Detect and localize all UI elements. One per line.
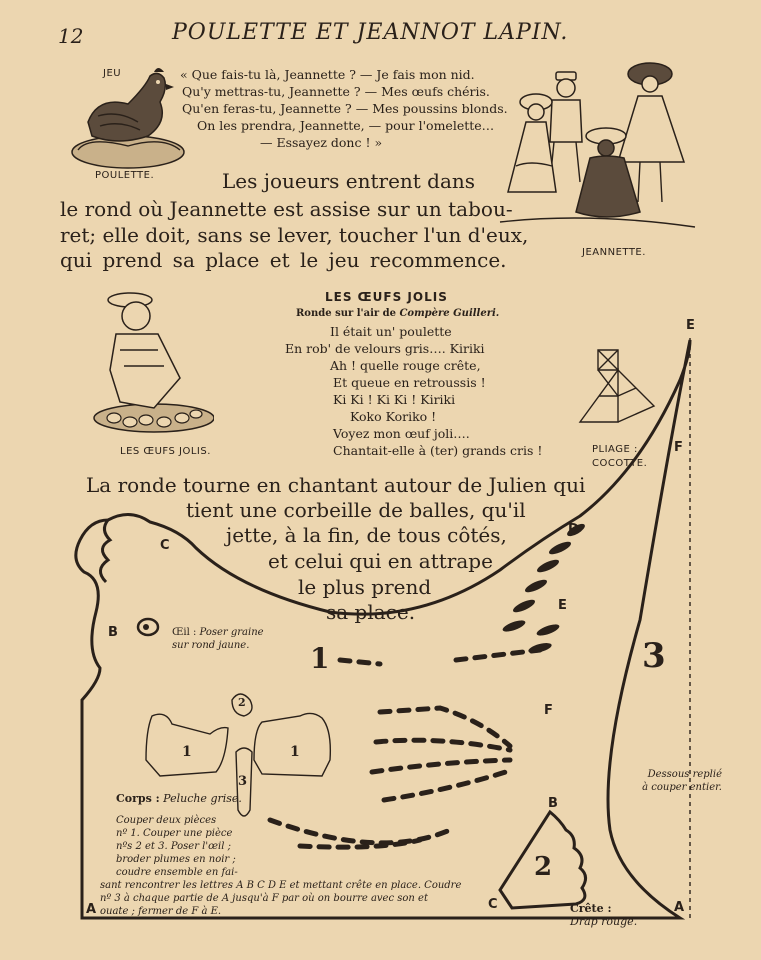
instruction-line: coudre ensemble en fai- bbox=[116, 867, 238, 878]
verse-line: Et queue en retroussis ! bbox=[333, 375, 486, 390]
game2-prose-line: La ronde tourne en chantant autour de Julien qui bbox=[86, 473, 586, 497]
piece-number-2: 2 bbox=[534, 852, 553, 882]
hen-caption-top: JEU bbox=[103, 68, 122, 79]
body-note bbox=[116, 792, 242, 805]
fold-caption-line: PLIAGE : bbox=[592, 444, 638, 455]
pattern-letter-d: D bbox=[568, 522, 579, 537]
subtitle-tune: Compère Guilleri. bbox=[399, 308, 500, 319]
underside-note-line: Dessous replié bbox=[647, 769, 722, 780]
underside-note bbox=[626, 768, 722, 794]
verse-line: On les prendra, Jeannette, — pour l'omelette… bbox=[197, 118, 495, 133]
game1-prose-line: qui prend sa place et le jeu recommence. bbox=[60, 248, 507, 272]
instruction-line: nº 1. Couper une pièce bbox=[116, 828, 233, 839]
pattern-letter-e: E bbox=[558, 598, 567, 613]
game2-prose-line: et celui qui en attrape bbox=[268, 549, 493, 573]
crest-note-label: Crête : bbox=[570, 902, 612, 915]
small-piece-number-2: 2 bbox=[238, 696, 246, 709]
small-piece-number-1: 1 bbox=[182, 744, 192, 760]
eye-note-line: sur rond jaune. bbox=[172, 640, 250, 651]
piece-number-1: 1 bbox=[310, 642, 330, 675]
game2-prose-line: tient une corbeille de balles, qu'il bbox=[186, 498, 526, 522]
game2-title: LES ŒUFS JOLIS bbox=[325, 290, 448, 304]
verse-line: Qu'en feras-tu, Jeannette ? — Mes poussins blonds. bbox=[182, 101, 508, 116]
page-number: 12 bbox=[58, 24, 84, 48]
pattern-letter-c-crest: C bbox=[488, 897, 498, 912]
verse-line: « Que fais-tu là, Jeannette ? — Je fais mon nid. bbox=[180, 67, 475, 82]
small-piece-number-1b: 1 bbox=[290, 744, 300, 760]
pattern-letter-f: F bbox=[544, 703, 553, 718]
game2-prose-line: jette, à la fin, de tous côtés, bbox=[226, 523, 507, 547]
crest-note bbox=[570, 902, 637, 928]
verse-line: Ah ! quelle rouge crête, bbox=[330, 358, 481, 373]
instruction-line: sant rencontrer les lettres A B C D E et mettant crête en place. Coudre bbox=[100, 880, 462, 891]
game2-prose-line: sa place. bbox=[326, 600, 416, 624]
body-note-label: Corps : bbox=[116, 792, 160, 805]
sewing-instructions bbox=[116, 814, 238, 879]
instruction-line: nº 3 à chaque partie de A jusqu'à F par où on bourre avec son et bbox=[100, 893, 428, 904]
verse-line: Voyez mon œuf joli…. bbox=[333, 426, 470, 441]
pattern-letter-a-right: A bbox=[674, 900, 685, 915]
game1-prose-line: Les joueurs entrent dans bbox=[222, 169, 476, 193]
eye-note bbox=[172, 626, 264, 652]
running-title: POULETTE ET JEANNOT LAPIN. bbox=[172, 20, 569, 45]
instruction-line: Couper deux pièces bbox=[116, 815, 217, 826]
instruction-line: ouate ; fermer de F à E. bbox=[100, 906, 222, 917]
body-note-text: Peluche grise. bbox=[163, 792, 242, 805]
eggs-caption: LES ŒUFS JOLIS. bbox=[120, 446, 211, 457]
game1-prose-line: ret; elle doit, sans se lever, toucher l'un d'eux, bbox=[60, 223, 529, 247]
verse-line: En rob' de velours gris…. Kiriki bbox=[285, 341, 485, 356]
jeannette-caption: JEANNETTE. bbox=[582, 247, 646, 258]
crest-note-text: Drap rouge. bbox=[570, 915, 638, 928]
underside-note-line: à couper entier. bbox=[642, 782, 722, 793]
eye-note-line: Poser graine bbox=[199, 627, 264, 638]
eye-note-label: Œil : bbox=[172, 627, 197, 638]
verse-line: Chantait-elle à (ter) grands cris ! bbox=[333, 443, 543, 458]
verse-line: Koko Koriko ! bbox=[350, 409, 437, 424]
pattern-letter-a: A bbox=[86, 902, 97, 917]
pattern-letter-e-tail: E bbox=[686, 318, 695, 333]
instruction-line: broder plumes en noir ; bbox=[116, 854, 236, 865]
game2-prose-line: le plus prend bbox=[298, 575, 432, 599]
verse-line: Il était un' poulette bbox=[330, 324, 452, 339]
instruction-line: nºs 2 et 3. Poser l'œil ; bbox=[116, 841, 231, 852]
piece-number-3: 3 bbox=[642, 636, 666, 676]
hen-caption-bottom: POULETTE. bbox=[95, 170, 155, 181]
pattern-letter-f-tail: F bbox=[674, 440, 683, 455]
fold-caption-line: COCOTTE. bbox=[592, 458, 648, 469]
verse-line: — Essayez donc ! » bbox=[260, 135, 383, 150]
verse-line: Qu'y mettras-tu, Jeannette ? — Mes œufs chéris. bbox=[182, 84, 490, 99]
small-piece-number-3: 3 bbox=[238, 774, 248, 789]
subtitle-prefix: Ronde sur l'air de bbox=[296, 308, 400, 319]
verse-line: Ki Ki ! Ki Ki ! Kiriki bbox=[333, 392, 456, 407]
game1-prose-line: le rond où Jeannette est assise sur un tabou- bbox=[60, 197, 513, 221]
pattern-letter-c: C bbox=[160, 538, 170, 553]
pattern-letter-b: B bbox=[108, 625, 118, 640]
sewing-instructions-wide bbox=[100, 879, 461, 918]
pattern-letter-b-crest: B bbox=[548, 796, 558, 811]
